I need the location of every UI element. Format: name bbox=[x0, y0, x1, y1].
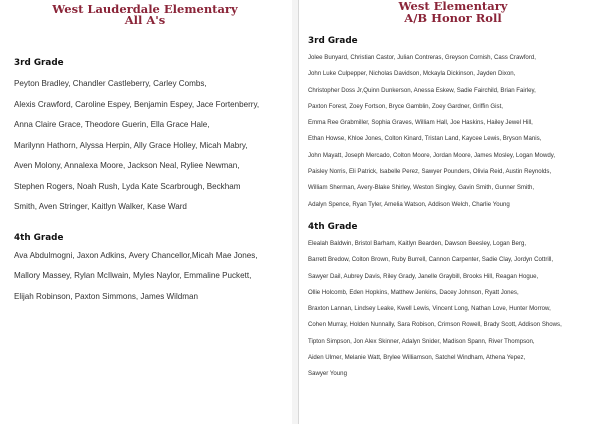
list-item: William Sherman, Avery-Blake Shirley, Weston Singley, Gavin Smith, Gunner Smith, bbox=[308, 184, 535, 192]
list-item: Smith, Aven Stringer, Kaitlyn Walker, Kase Ward bbox=[14, 202, 187, 211]
list-item: John Luke Culpepper, Nicholas Davidson, Mckayla Dickinson, Jayden Dixon, bbox=[308, 70, 516, 78]
left-grade3-heading: 3rd Grade bbox=[14, 58, 64, 68]
right-page bbox=[298, 0, 600, 424]
list-item: Ethan Howse, Khloe Jones, Colton Kinard, Tristan Land, Kaycee Lewis, Bryson Manis, bbox=[308, 135, 542, 143]
left-grade4-list bbox=[14, 246, 292, 308]
right-grade3-list bbox=[308, 50, 600, 213]
list-item: Jolee Bunyard, Christian Castor, Julian Contreras, Greyson Cornish, Cass Crawford, bbox=[308, 54, 536, 61]
list-item: Elealah Baldwin, Bristol Barham, Kaitlyn Bearden, Dawson Beesley, Logan Berg, bbox=[308, 239, 527, 247]
left-title-line2: All A's bbox=[124, 13, 166, 27]
list-item: Mallory Massey, Rylan McIlwain, Myles Naylor, Emmaline Puckett, bbox=[14, 271, 252, 280]
list-item: Paisley Norris, Eli Patrick, Isabelle Perez, Sawyer Pounders, Olivia Reid, Austin Reynolds, bbox=[308, 168, 552, 176]
list-item: Paxton Forest, Zoey Fortson, Bryce Gamblin, Zoey Gardner, Griffin Gist, bbox=[308, 102, 503, 110]
list-item: Sawyer Young bbox=[308, 370, 347, 378]
list-item: Anna Claire Grace, Theodore Guerin, Ella Grace Hale, bbox=[14, 120, 210, 129]
list-item: Emma Ree Grabmiller, Sophia Graves, William Hall, Joe Haskins, Hailey Jewel Hill, bbox=[308, 119, 533, 127]
list-item: Peyton Bradley, Chandler Castleberry, Carley Combs, bbox=[14, 79, 207, 88]
list-item: Ava Abdulmogni, Jaxon Adkins, Avery Chancellor,Micah Mae Jones, bbox=[14, 250, 258, 260]
list-item: Marilynn Hathorn, Alyssa Herpin, Ally Grace Holley, Micah Mabry, bbox=[14, 140, 248, 150]
left-grade3-list bbox=[14, 74, 292, 218]
left-title-line1: West Lauderdale Elementary bbox=[52, 2, 238, 16]
right-title bbox=[308, 0, 598, 24]
list-item: Alexis Crawford, Caroline Espey, Benjamin Espey, Jace Fortenberry, bbox=[14, 99, 260, 109]
right-title-line1: West Elementary bbox=[398, 0, 508, 13]
list-item: Adalyn Spence, Ryan Tyler, Amelia Watson, Addison Welch, Charlie Young bbox=[308, 200, 510, 208]
left-page bbox=[0, 0, 292, 424]
right-grade4-heading: 4th Grade bbox=[308, 221, 358, 232]
list-item: Tipton Simpson, Jon Alex Skinner, Adalyn Snider, Madison Spann, River Thompson, bbox=[308, 337, 535, 345]
list-item: Elijah Robinson, Paxton Simmons, James Wildman bbox=[14, 291, 198, 301]
list-item: Ollie Holcomb, Eden Hopkins, Matthew Jenkins, Dacey Johnson, Ryatt Jones, bbox=[308, 288, 519, 296]
right-grade4-list bbox=[308, 236, 600, 383]
list-item: Barrett Bredow, Colton Brown, Ruby Burrell, Cannon Carpenter, Sadie Clay, Jordyn Cottrill, bbox=[308, 256, 554, 264]
list-item: John Mayatt, Joseph Mercado, Colton Moore, Jordan Moore, James Mosley, Logan Mowdy, bbox=[308, 151, 556, 159]
list-item: Braxton Lannan, Lindsey Leake, Kwell Lewis, Vincent Long, Nathan Love, Hunter Morrow, bbox=[308, 305, 551, 313]
list-item: Cohen Murray, Holden Nunnally, Sara Robison, Crimson Rowell, Brady Scott, Addison Shows, bbox=[308, 321, 562, 329]
right-grade3-heading: 3rd Grade bbox=[308, 36, 358, 46]
list-item: Christopher Doss Jr,Quinn Dunkerson, Anessa Eskew, Sadie Fairchild, Brian Fairley, bbox=[308, 86, 536, 94]
list-item: Aiden Ulmer, Melanie Watt, Brylee Williamson, Satchel Windham, Athena Yepez, bbox=[308, 354, 526, 362]
list-item: Sawyer Dail, Aubrey Davis, Riley Grady, Janelle Graybill, Brooks Hill, Reagan Hogue, bbox=[308, 272, 539, 280]
list-item: Stephen Rogers, Noah Rush, Lyda Kate Scarbrough, Beckham bbox=[14, 181, 241, 191]
left-grade4-heading: 4th Grade bbox=[14, 232, 64, 243]
list-item: Aven Molony, Annalexa Moore, Jackson Neal, Ryliee Newman, bbox=[14, 161, 240, 170]
right-title-line2: A/B Honor Roll bbox=[404, 11, 502, 25]
left-title bbox=[14, 0, 276, 26]
